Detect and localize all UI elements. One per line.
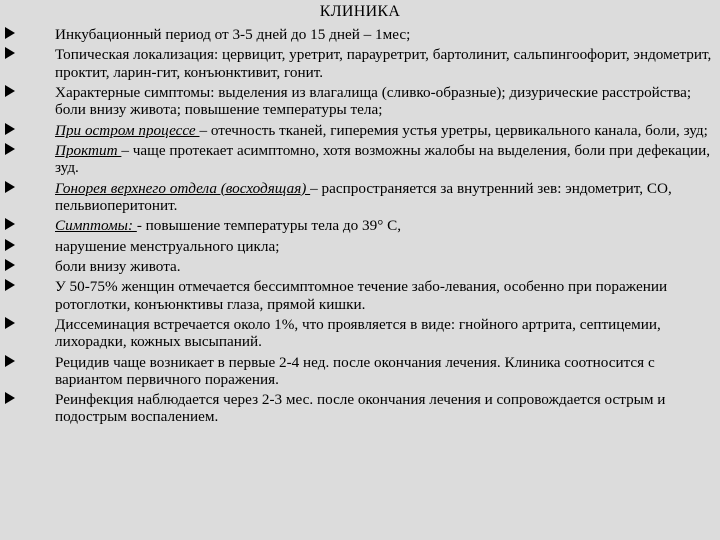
triangle-right-icon xyxy=(5,355,19,369)
item-text: – отечность тканей, гиперемия устья уретры, цервикального канала, боли, зуд; xyxy=(199,121,708,139)
item-text: Характерные симптомы: выделения из влагалища (сливко-образные); дизурические расстройства; боли внизу живота; повышение температуры тела; xyxy=(55,83,692,119)
triangle-right-icon xyxy=(5,392,19,406)
triangle-right-icon xyxy=(5,259,19,273)
item-text: боли внизу живота. xyxy=(55,257,181,275)
list-item xyxy=(5,217,717,234)
item-text: Инкубационный период от 3-5 дней до 15 дней – 1мес; xyxy=(55,26,411,43)
list-item xyxy=(5,122,717,139)
bullet-list xyxy=(5,26,717,429)
item-text: – распространяется за внутренний зев: эндометрит, СО, пельвиоперитонит. xyxy=(55,179,672,214)
triangle-right-icon xyxy=(5,218,19,232)
item-lead: Симптомы: xyxy=(55,217,137,235)
item-lead: Проктит xyxy=(55,141,122,159)
item-text: - повышение температуры тела до 39° С, xyxy=(136,217,402,235)
list-item xyxy=(5,180,717,214)
item-lead: Гонорея верхнего отдела (восходящая) xyxy=(55,179,311,197)
item-text: нарушение менструального цикла; xyxy=(55,237,280,255)
triangle-right-icon xyxy=(5,85,19,99)
list-item xyxy=(5,26,717,43)
triangle-right-icon xyxy=(5,27,19,41)
list-item xyxy=(5,84,717,118)
slide-title: КЛИНИКА xyxy=(319,3,401,20)
list-item xyxy=(5,238,717,255)
triangle-right-icon xyxy=(5,239,19,253)
item-text: Топическая локализация: цервицит, уретрит, парауретрит, бартолинит, сальпингоофорит, эндометрит, проктит, ларин-гит, конъюнктивит, гонит. xyxy=(55,46,712,81)
item-text: Диссеминация встречается около 1%, что проявляется в виде: гнойного артрита, септицемии, лихорадки, кожных высыпаний. xyxy=(55,315,661,351)
triangle-right-icon xyxy=(5,47,19,61)
list-item xyxy=(5,258,717,275)
list-item xyxy=(5,278,717,312)
triangle-right-icon xyxy=(5,317,19,331)
item-text: У 50-75% женщин отмечается бессимптомное течение забо-левания, особенно при поражении ротоглотки, конъюнктивы глаза, прямой кишки. xyxy=(55,278,668,313)
list-item xyxy=(5,142,717,176)
triangle-right-icon xyxy=(5,123,19,137)
triangle-right-icon xyxy=(5,279,19,293)
item-text: – чаще протекает асимптомно, хотя возможны жалобы на выделения, боли при дефекации, зуд. xyxy=(55,141,710,177)
list-item xyxy=(5,316,717,350)
triangle-right-icon xyxy=(5,143,19,157)
item-lead: При остром процессе xyxy=(55,121,200,139)
item-text: Рецидив чаще возникает в первые 2-4 нед. после окончания лечения. Клиника соотносится с вариантом первичного поражения. xyxy=(55,353,655,388)
list-item xyxy=(5,354,717,388)
item-text: Реинфекция наблюдается через 2-3 мес. после окончания лечения и сопровождается острым и подострым воспалением. xyxy=(55,391,666,426)
list-item xyxy=(5,46,717,80)
triangle-right-icon xyxy=(5,181,19,195)
list-item xyxy=(5,391,717,425)
